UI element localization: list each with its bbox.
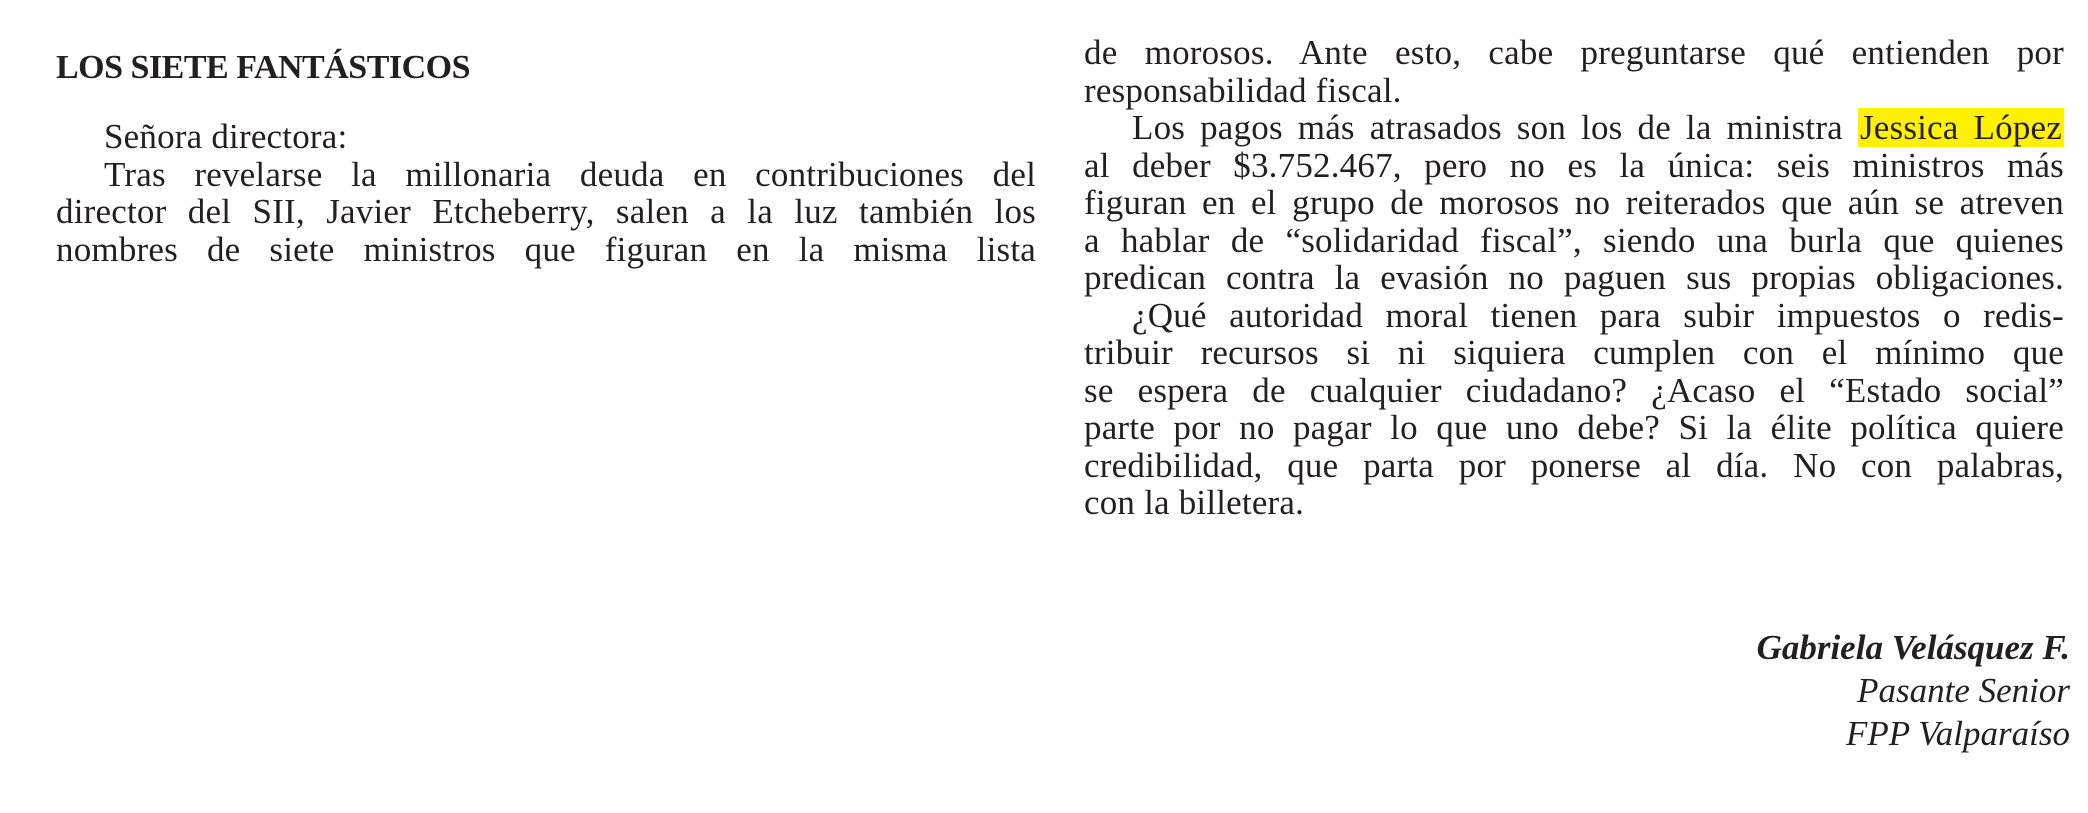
signature-title: Pasante Senior — [1857, 671, 2070, 710]
body-line: figuran en el grupo de morosos no reiterados que aún se atreven — [1084, 183, 2064, 222]
body-line: director del SII, Javier Etcheberry, salen a la luz también los — [56, 192, 1036, 231]
body-line: ¿Qué autoridad moral tienen para subir impuestos o redis- — [1132, 295, 2064, 335]
salutation: Señora directora: — [104, 117, 348, 156]
signature-organization: FPP Valparaíso — [1846, 714, 2070, 753]
highlighted-name: Jessica López — [1859, 108, 2062, 147]
signature-block — [1757, 626, 2070, 755]
body-line: parte por no pagar lo que uno debe? Si la élite política quiere — [1084, 408, 2064, 447]
body-line: Tras revelarse la millonaria deuda en contribuciones del — [104, 154, 1036, 194]
body-line: con la billetera. — [1084, 483, 1305, 522]
body-line: nombres de siete ministros que figuran en la misma lista — [56, 229, 1036, 269]
body-line: credibilidad, que parta por ponerse al día. No con palabras, — [1084, 445, 2064, 485]
article-headline: LOS SIETE FANTÁSTICOS — [56, 49, 471, 86]
body-text: Los pagos más atrasados son los de la ministra — [1132, 108, 1843, 147]
paragraph2-first-line — [1084, 109, 2064, 147]
body-line: a hablar de “solidaridad fiscal”, siendo una burla que quienes — [1084, 220, 2064, 260]
right-column — [1084, 34, 2064, 522]
body-line: de morosos. Ante esto, cabe preguntarse qué entienden por — [1084, 33, 2064, 72]
signature-name: Gabriela Velásquez F. — [1756, 628, 2070, 667]
body-line: al deber $3.752.467, pero no es la única: seis ministros más — [1084, 145, 2064, 185]
body-line: se espera de cualquier ciudadano? ¿Acaso el “Estado social” — [1084, 370, 2064, 410]
left-column — [56, 118, 1036, 268]
body-line: responsabilidad fiscal. — [1084, 70, 1402, 110]
body-line: tribuir recursos si ni siquiera cumplen con el mínimo que — [1084, 333, 2064, 372]
body-line: predican contra la evasión no paguen sus propias obligaciones. — [1084, 258, 2064, 297]
